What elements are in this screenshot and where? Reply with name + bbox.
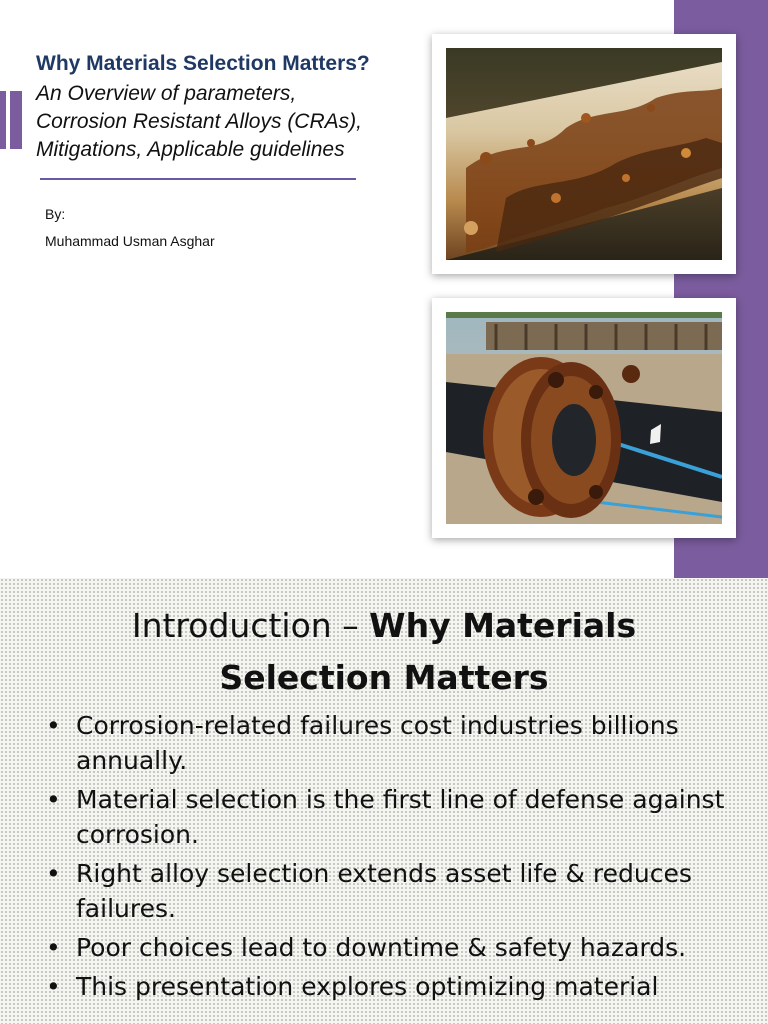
bullet-text: Corrosion-related failures cost industries billions annually. <box>76 711 679 775</box>
bullet-text: Poor choices lead to downtime & safety hazards. <box>76 933 687 962</box>
by-label: By: <box>45 206 66 222</box>
intro-title-bold-1: Why Materials <box>369 606 637 645</box>
bullet-text: Right alloy selection extends asset life & reduces failures. <box>76 859 692 923</box>
bullet-item <box>42 930 742 965</box>
introduction-slide <box>0 578 768 1024</box>
rusted-pipe-image <box>446 48 722 260</box>
bullet-text: Material selection is the first line of defense against corrosion. <box>76 785 725 849</box>
intro-slide-title <box>0 600 768 704</box>
subtitle-line: Corrosion Resistant Alloys (CRAs), <box>36 110 362 133</box>
title-divider <box>40 178 356 180</box>
slide-subtitle <box>36 80 436 164</box>
slide-title: Why Materials Selection Matters? <box>36 52 370 75</box>
bullet-item <box>42 782 742 852</box>
rusted-flange-image <box>446 312 722 524</box>
bullet-icon: • <box>46 933 61 962</box>
rusted-flange-photo <box>432 298 736 538</box>
rusted-pipe-photo <box>432 34 736 274</box>
bullet-list <box>42 708 742 1008</box>
bullet-text: This presentation explores optimizing material <box>76 972 659 1001</box>
accent-bar-thin <box>0 91 6 149</box>
bullet-icon: • <box>46 785 61 814</box>
intro-title-bold-2: Selection Matters <box>219 658 549 697</box>
bullet-icon: • <box>46 711 61 740</box>
author-name: Muhammad Usman Asghar <box>45 233 215 249</box>
bullet-item <box>42 708 742 778</box>
intro-title-plain: Introduction – <box>131 606 370 645</box>
accent-bar-thick <box>10 91 22 149</box>
bullet-icon: • <box>46 859 61 888</box>
bullet-icon: • <box>46 972 61 1001</box>
bullet-item <box>42 856 742 926</box>
left-accent-bars <box>0 91 22 149</box>
bullet-item <box>42 969 742 1004</box>
subtitle-line: Mitigations, Applicable guidelines <box>36 138 345 161</box>
subtitle-line: An Overview of parameters, <box>36 82 297 105</box>
